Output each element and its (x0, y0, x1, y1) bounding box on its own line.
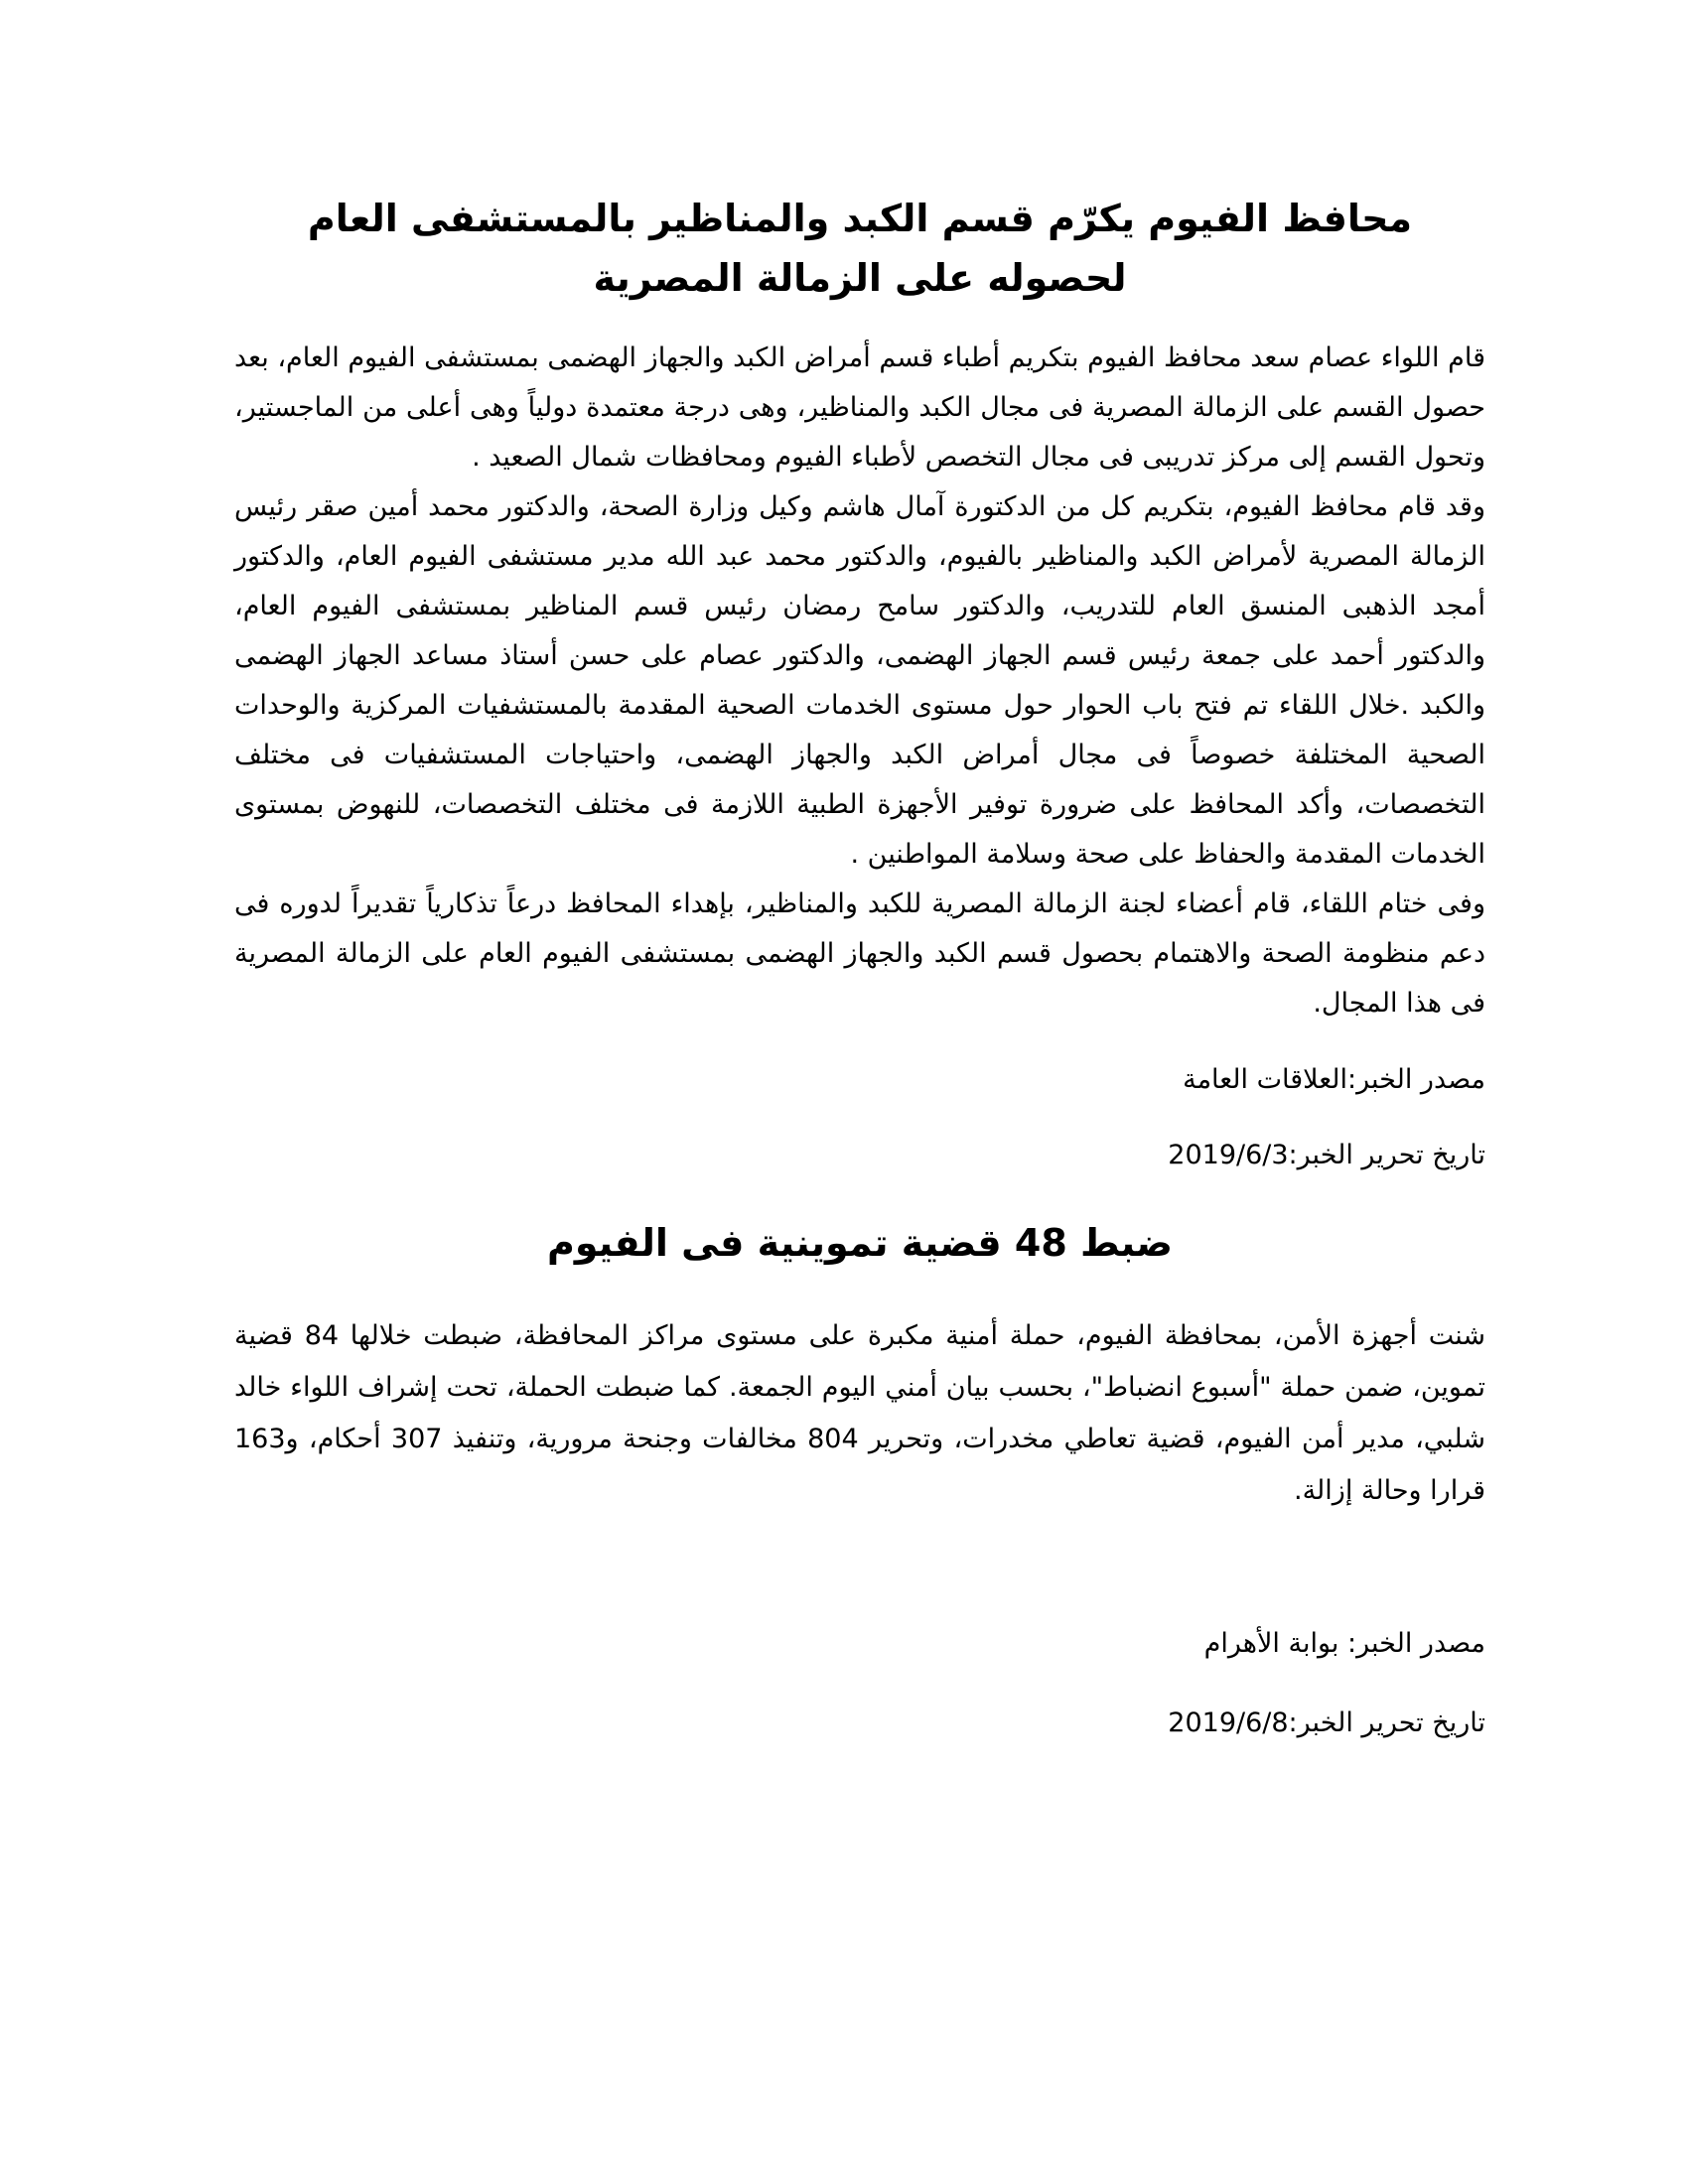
article1-paragraph-3: وفى ختام اللقاء، قام أعضاء لجنة الزمالة المصرية للكبد والمناظير، بإهداء المحافظ درعاً تذكارياً تقديراً لدوره فى دعم منظومة الصحة والاهتمام بحصول قسم الكبد والجهاز الهضمى بمستشفى الفيوم العام على الزمالة المصرية فى هذا المجال. (234, 888, 1485, 1019)
article1-body (234, 334, 1485, 1028)
article1-date: تاريخ تحرير الخبر:2019/6/3 (1168, 1140, 1485, 1170)
article2-paragraph: شنت أجهزة الأمن، بمحافظة الفيوم، حملة أمنية مكبرة على مستوى مراكز المحافظة، ضبطت خلالها 84 قضية تموين، ضمن حملة "أسبوع انضباط"، بحسب بيان أمني اليوم الجمعة. كما ضبطت الحملة، تحت إشراف اللواء خالد شلبي، مدير أمن الفيوم، قضية تعاطي مخدرات، وتحرير 804 مخالفات وجنحة مرورية، وتنفيذ 307 أحكام، و163 قرارا وحالة إزالة. (234, 1320, 1485, 1506)
article1-title: محافظ الفيوم يكرّم قسم الكبد والمناظير بالمستشفى العام لحصوله على الزمالة المصرية (307, 197, 1413, 300)
article2-title: ضبط 48 قضية تموينية فى الفيوم (547, 1221, 1173, 1265)
article1-source: مصدر الخبر:العلاقات العامة (1183, 1064, 1485, 1095)
document-content (234, 189, 1485, 1743)
article2-date: تاريخ تحرير الخبر:2019/6/8 (1168, 1707, 1485, 1738)
article1-paragraph-1: قام اللواء عصام سعد محافظ الفيوم بتكريم أطباء قسم أمراض الكبد والجهاز الهضمى بمستشفى الفيوم العام، بعد حصول القسم على الزمالة المصرية فى مجال الكبد والمناظير، وهى درجة معتمدة دولياً وهى أعلى من الماجستير، وتحول القسم إلى مركز تدريبى فى مجال التخصص لأطباء الفيوم ومحافظات شمال الصعيد . (234, 342, 1485, 473)
article2-body (234, 1310, 1485, 1517)
article1-paragraph-2: وقد قام محافظ الفيوم، بتكريم كل من الدكتورة آمال هاشم وكيل وزارة الصحة، والدكتور محمد أمين صقر رئيس الزمالة المصرية لأمراض الكبد والمناظير بالفيوم، والدكتور محمد عبد الله مدير مستشفى الفيوم العام، والدكتور أمجد الذهبى المنسق العام للتدريب، والدكتور سامح رمضان رئيس قسم المناظير بمستشفى الفيوم العام، والدكتور أحمد على جمعة رئيس قسم الجهاز الهضمى، والدكتور عصام على حسن أستاذ مساعد الجهاز الهضمى والكبد .خلال اللقاء تم فتح باب الحوار حول مستوى الخدمات الصحية المقدمة بالمستشفيات المركزية والوحدات الصحية المختلفة خصوصاً فى مجال أمراض الكبد والجهاز الهضمى، واحتياجات المستشفيات فى مختلف التخصصات، وأكد المحافظ على ضرورة توفير الأجهزة الطبية اللازمة فى مختلف التخصصات، للنهوض بمستوى الخدمات المقدمة والحفاظ على صحة وسلامة المواطنين . (234, 491, 1485, 870)
article2-source: مصدر الخبر: بوابة الأهرام (1203, 1628, 1485, 1659)
